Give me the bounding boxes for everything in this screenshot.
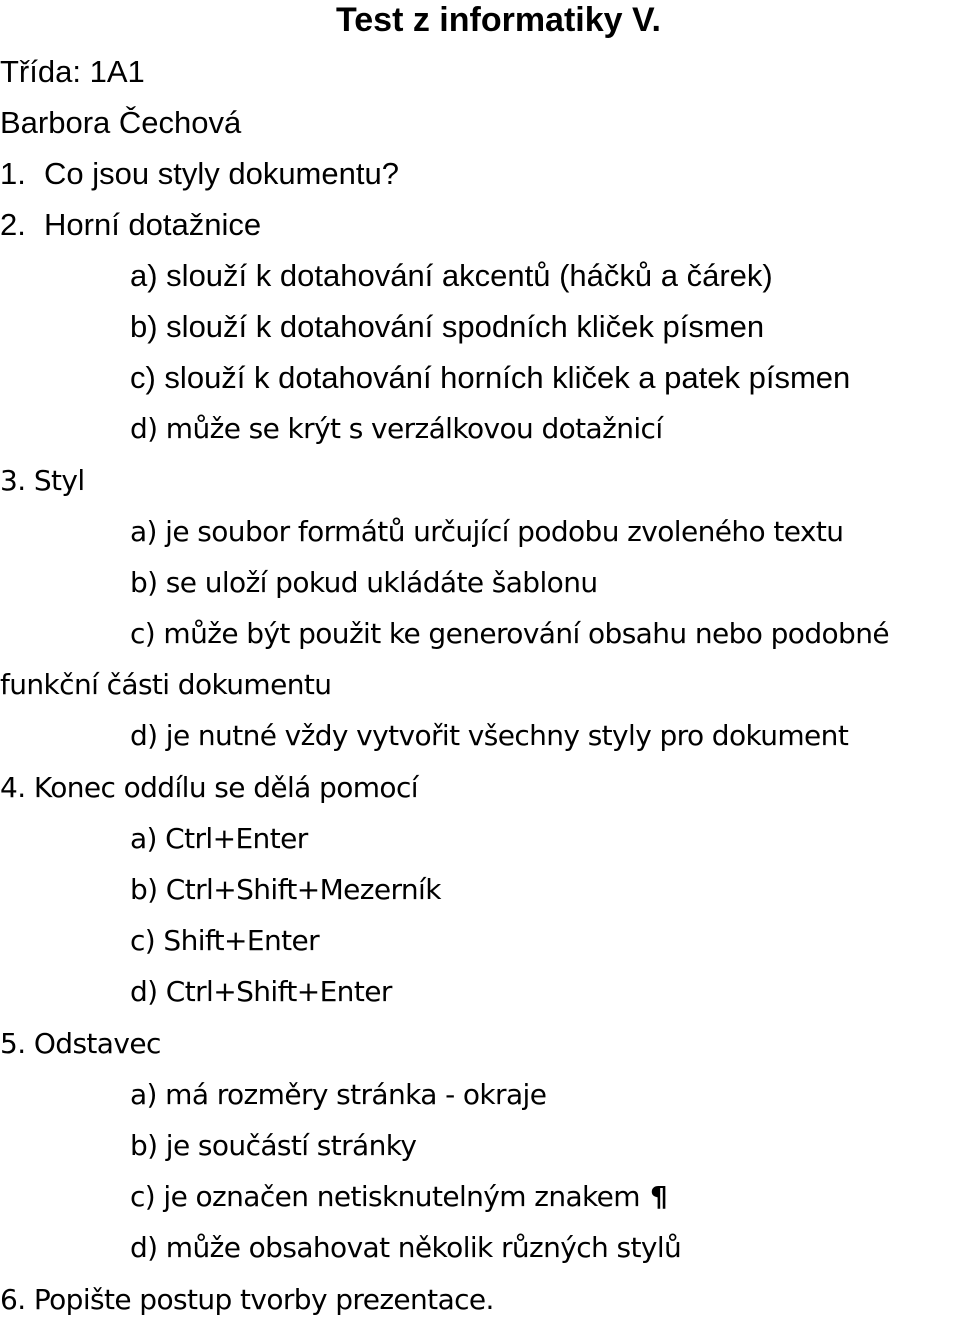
question-3-option-d: d) je nutné vždy vytvořit všechny styly pro dokument xyxy=(130,719,849,752)
question-2-option-d: d) může se krýt s verzálkovou dotažnicí xyxy=(130,412,663,445)
question-4-option-b: b) Ctrl+Shift+Mezerník xyxy=(130,873,441,906)
question-3-option-a: a) je soubor formátů určující podobu zvoleného textu xyxy=(130,515,844,548)
question-1 xyxy=(0,154,399,194)
question-3-option-c-continuation: funkční části dokumentu xyxy=(0,668,332,701)
question-3-option-c: c) může být použit ke generování obsahu nebo podobné xyxy=(130,617,889,650)
question-5-option-c-row xyxy=(130,1177,667,1217)
question-2-option-c: c) slouží k dotahování horních kliček a patek písmen xyxy=(130,360,851,395)
question-2 xyxy=(0,205,261,245)
question-4-option-a: a) Ctrl+Enter xyxy=(130,822,308,855)
question-3-option-b: b) se uloží pokud ukládáte šablonu xyxy=(130,566,598,599)
question-1-text: Co jsou styly dokumentu? xyxy=(44,156,399,191)
question-5-option-c: c) je označen netisknutelným znakem xyxy=(130,1180,640,1213)
question-4 xyxy=(0,768,418,808)
question-6 xyxy=(0,1280,494,1320)
question-1-number: 1. xyxy=(0,156,26,191)
question-2-option-b: b) slouží k dotahování spodních kliček písmen xyxy=(130,309,765,344)
question-4-text: Konec oddílu se dělá pomocí xyxy=(33,771,418,804)
question-5 xyxy=(0,1024,161,1064)
question-3-number: 3. xyxy=(0,464,26,497)
question-4-option-d: d) Ctrl+Shift+Enter xyxy=(130,975,392,1008)
question-6-number: 6. xyxy=(0,1283,26,1316)
question-4-number: 4. xyxy=(0,771,26,804)
question-5-option-a: a) má rozměry stránka - okraje xyxy=(130,1078,547,1111)
question-5-text: Odstavec xyxy=(33,1027,161,1060)
question-3 xyxy=(0,461,85,501)
question-5-option-d: d) může obsahovat několik různých stylů xyxy=(130,1231,682,1264)
question-2-number: 2. xyxy=(0,207,26,242)
question-2-text: Horní dotažnice xyxy=(44,207,262,242)
question-5-number: 5. xyxy=(0,1027,26,1060)
question-3-text: Styl xyxy=(33,464,85,497)
student-name: Barbora Čechová xyxy=(0,105,242,140)
class-label: Třída: 1A1 xyxy=(0,54,145,89)
pilcrow-icon: ¶ xyxy=(649,1180,668,1213)
question-4-option-c: c) Shift+Enter xyxy=(130,924,320,957)
question-6-text: Popište postup tvorby prezentace. xyxy=(33,1283,494,1316)
question-5-option-b: b) je součástí stránky xyxy=(130,1129,417,1162)
question-2-option-a: a) slouží k dotahování akcentů (háčků a čárek) xyxy=(130,258,773,293)
page-title: Test z informatiky V. xyxy=(336,1,661,39)
